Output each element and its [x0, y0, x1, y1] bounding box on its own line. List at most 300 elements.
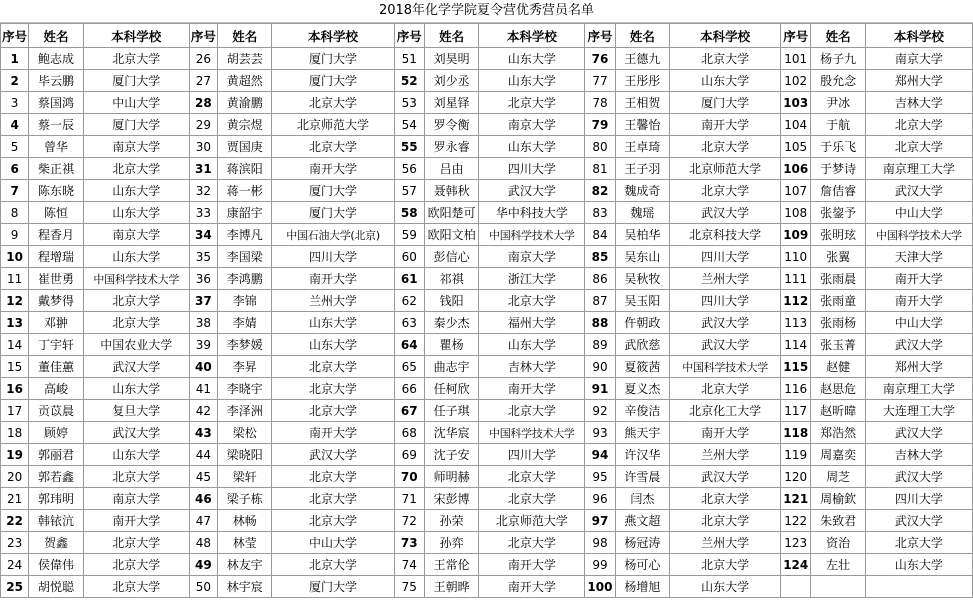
student-name-cell: 胡悦聪 [29, 576, 84, 598]
serial-number-cell: 111 [781, 268, 811, 290]
serial-number-cell: 20 [1, 466, 29, 488]
student-name-cell: 夏义杰 [615, 378, 670, 400]
student-name-cell: 邓翀 [29, 312, 84, 334]
school-cell: 四川大学 [272, 246, 394, 268]
student-name-cell: 高峻 [29, 378, 84, 400]
student-name-cell: 赵健 [811, 356, 866, 378]
student-name-cell: 赵思危 [811, 378, 866, 400]
empty-cell [811, 576, 866, 598]
serial-number-cell: 69 [394, 444, 424, 466]
student-name-cell: 许汉华 [615, 444, 670, 466]
serial-number-cell: 2 [1, 70, 29, 92]
school-cell: 武汉大学 [670, 312, 781, 334]
school-cell: 北京大学 [479, 488, 585, 510]
student-name-cell: 梁松 [217, 422, 272, 444]
school-cell: 北京大学 [272, 356, 394, 378]
sheet-title: 2018年化学学院夏令营优秀营员名单 [0, 0, 973, 23]
school-cell: 山东大学 [479, 48, 585, 70]
school-cell: 浙江大学 [479, 268, 585, 290]
serial-number-cell: 90 [585, 356, 615, 378]
table-row [1, 356, 973, 378]
school-cell: 四川大学 [479, 158, 585, 180]
school-cell: 北京大学 [670, 554, 781, 576]
student-name-cell: 董佳蕙 [29, 356, 84, 378]
school-cell: 北京大学 [479, 466, 585, 488]
serial-number-cell: 33 [189, 202, 217, 224]
empty-cell [781, 576, 811, 598]
school-cell: 北京大学 [272, 554, 394, 576]
student-name-cell: 郭丽君 [29, 444, 84, 466]
student-name-cell: 沈子安 [424, 444, 479, 466]
serial-number-cell: 14 [1, 334, 29, 356]
serial-number-cell: 51 [394, 48, 424, 70]
serial-number-cell: 86 [585, 268, 615, 290]
school-cell: 武汉大学 [83, 356, 189, 378]
school-cell: 北京大学 [670, 378, 781, 400]
school-cell: 南开大学 [272, 422, 394, 444]
serial-number-cell: 59 [394, 224, 424, 246]
student-name-cell: 贡苡晨 [29, 400, 84, 422]
serial-number-cell: 65 [394, 356, 424, 378]
serial-number-cell: 70 [394, 466, 424, 488]
school-cell: 南开大学 [670, 114, 781, 136]
student-name-cell: 沈华宸 [424, 422, 479, 444]
school-cell: 厦门大学 [83, 114, 189, 136]
student-name-cell: 夏筱茜 [615, 356, 670, 378]
serial-number-cell: 73 [394, 532, 424, 554]
school-cell: 南开大学 [479, 378, 585, 400]
school-cell: 中国科学技术大学 [670, 356, 781, 378]
student-name-cell: 刘星铎 [424, 92, 479, 114]
serial-number-cell: 17 [1, 400, 29, 422]
serial-number-cell: 47 [189, 510, 217, 532]
school-cell: 中国科学技术大学 [865, 224, 972, 246]
serial-number-cell: 92 [585, 400, 615, 422]
serial-number-cell: 98 [585, 532, 615, 554]
roster-table [0, 23, 973, 598]
school-cell: 山东大学 [272, 312, 394, 334]
serial-number-cell: 11 [1, 268, 29, 290]
student-name-cell: 孙荣 [424, 510, 479, 532]
student-name-cell: 赵昕暐 [811, 400, 866, 422]
serial-number-cell: 100 [585, 576, 615, 598]
school-cell: 山东大学 [479, 334, 585, 356]
student-name-cell: 刘昊明 [424, 48, 479, 70]
serial-number-cell: 7 [1, 180, 29, 202]
student-name-cell: 罗令衡 [424, 114, 479, 136]
school-cell: 山东大学 [479, 136, 585, 158]
serial-number-cell: 68 [394, 422, 424, 444]
school-cell: 北京师范大学 [670, 158, 781, 180]
serial-number-cell: 122 [781, 510, 811, 532]
student-name-cell: 王子羽 [615, 158, 670, 180]
serial-number-cell: 42 [189, 400, 217, 422]
school-cell: 山东大学 [272, 334, 394, 356]
student-name-cell: 资治 [811, 532, 866, 554]
school-cell: 南京大学 [83, 136, 189, 158]
serial-number-cell: 81 [585, 158, 615, 180]
serial-number-cell: 25 [1, 576, 29, 598]
serial-number-cell: 113 [781, 312, 811, 334]
school-cell: 厦门大学 [83, 70, 189, 92]
school-cell: 武汉大学 [670, 202, 781, 224]
table-row [1, 466, 973, 488]
serial-number-cell: 23 [1, 532, 29, 554]
serial-number-cell: 13 [1, 312, 29, 334]
serial-number-cell: 1 [1, 48, 29, 70]
serial-number-cell: 52 [394, 70, 424, 92]
serial-number-cell: 22 [1, 510, 29, 532]
school-cell: 四川大学 [670, 246, 781, 268]
serial-number-cell: 29 [189, 114, 217, 136]
school-cell: 中国科学技术大学 [479, 422, 585, 444]
school-cell: 厦门大学 [272, 48, 394, 70]
student-name-cell: 顾婷 [29, 422, 84, 444]
student-name-cell: 张雨童 [811, 290, 866, 312]
serial-number-cell: 84 [585, 224, 615, 246]
student-name-cell: 武欣慈 [615, 334, 670, 356]
school-cell: 山东大学 [479, 70, 585, 92]
table-row [1, 114, 973, 136]
student-name-cell: 贾国庚 [217, 136, 272, 158]
serial-number-cell: 40 [189, 356, 217, 378]
school-cell: 北京大学 [272, 92, 394, 114]
student-name-cell: 李泽洲 [217, 400, 272, 422]
student-name-cell: 孙弈 [424, 532, 479, 554]
student-name-cell: 林宇宸 [217, 576, 272, 598]
column-header: 序号 [781, 24, 811, 48]
serial-number-cell: 120 [781, 466, 811, 488]
student-name-cell: 李博凡 [217, 224, 272, 246]
school-cell: 天津大学 [865, 246, 972, 268]
serial-number-cell: 99 [585, 554, 615, 576]
student-name-cell: 朱致君 [811, 510, 866, 532]
serial-number-cell: 67 [394, 400, 424, 422]
school-cell: 山东大学 [865, 554, 972, 576]
student-name-cell: 宋彭博 [424, 488, 479, 510]
student-name-cell: 周芝 [811, 466, 866, 488]
student-name-cell: 辛俊洁 [615, 400, 670, 422]
student-name-cell: 曾华 [29, 136, 84, 158]
student-name-cell: 欧阳文柏 [424, 224, 479, 246]
table-row [1, 70, 973, 92]
school-cell: 北京大学 [272, 400, 394, 422]
serial-number-cell: 8 [1, 202, 29, 224]
school-cell: 郑州大学 [865, 356, 972, 378]
serial-number-cell: 46 [189, 488, 217, 510]
student-name-cell: 吴东山 [615, 246, 670, 268]
student-name-cell: 林莹 [217, 532, 272, 554]
student-name-cell: 张鋆予 [811, 202, 866, 224]
student-name-cell: 张雨杨 [811, 312, 866, 334]
student-name-cell: 黄渝鹏 [217, 92, 272, 114]
school-cell: 厦门大学 [272, 180, 394, 202]
student-name-cell: 王朝晔 [424, 576, 479, 598]
school-cell: 北京大学 [272, 510, 394, 532]
serial-number-cell: 50 [189, 576, 217, 598]
student-name-cell: 师明赫 [424, 466, 479, 488]
table-row [1, 532, 973, 554]
student-name-cell: 欧阳楚可 [424, 202, 479, 224]
student-name-cell: 梁子栋 [217, 488, 272, 510]
serial-number-cell: 41 [189, 378, 217, 400]
school-cell: 北京大学 [670, 488, 781, 510]
school-cell: 复旦大学 [83, 400, 189, 422]
serial-number-cell: 31 [189, 158, 217, 180]
column-header: 序号 [189, 24, 217, 48]
table-row [1, 422, 973, 444]
student-name-cell: 魏瑶 [615, 202, 670, 224]
serial-number-cell: 87 [585, 290, 615, 312]
serial-number-cell: 121 [781, 488, 811, 510]
serial-number-cell: 36 [189, 268, 217, 290]
student-name-cell: 林友宇 [217, 554, 272, 576]
school-cell: 武汉大学 [670, 466, 781, 488]
serial-number-cell: 63 [394, 312, 424, 334]
student-name-cell: 李锦 [217, 290, 272, 312]
roster-body [1, 24, 973, 598]
serial-number-cell: 54 [394, 114, 424, 136]
serial-number-cell: 77 [585, 70, 615, 92]
serial-number-cell: 72 [394, 510, 424, 532]
school-cell: 武汉大学 [83, 422, 189, 444]
student-name-cell: 李鸿鹏 [217, 268, 272, 290]
serial-number-cell: 124 [781, 554, 811, 576]
school-cell: 北京大学 [479, 532, 585, 554]
student-name-cell: 吴柏华 [615, 224, 670, 246]
student-name-cell: 丁宇轩 [29, 334, 84, 356]
serial-number-cell: 112 [781, 290, 811, 312]
school-cell: 山东大学 [670, 70, 781, 92]
school-cell: 北京大学 [83, 48, 189, 70]
student-name-cell: 黄宗煜 [217, 114, 272, 136]
student-name-cell: 杨子九 [811, 48, 866, 70]
student-name-cell: 尹冰 [811, 92, 866, 114]
serial-number-cell: 103 [781, 92, 811, 114]
serial-number-cell: 61 [394, 268, 424, 290]
serial-number-cell: 3 [1, 92, 29, 114]
school-cell: 厦门大学 [272, 202, 394, 224]
serial-number-cell: 117 [781, 400, 811, 422]
serial-number-cell: 95 [585, 466, 615, 488]
serial-number-cell: 30 [189, 136, 217, 158]
serial-number-cell: 76 [585, 48, 615, 70]
school-cell: 中山大学 [272, 532, 394, 554]
school-cell: 南京理工大学 [865, 158, 972, 180]
serial-number-cell: 15 [1, 356, 29, 378]
student-name-cell: 李晓宇 [217, 378, 272, 400]
table-row [1, 312, 973, 334]
student-name-cell: 罗永睿 [424, 136, 479, 158]
school-cell: 福州大学 [479, 312, 585, 334]
serial-number-cell: 32 [189, 180, 217, 202]
student-name-cell: 王彤彤 [615, 70, 670, 92]
school-cell: 大连理工大学 [865, 400, 972, 422]
student-name-cell: 郭若鑫 [29, 466, 84, 488]
school-cell: 北京大学 [865, 532, 972, 554]
column-header: 姓名 [217, 24, 272, 48]
serial-number-cell: 9 [1, 224, 29, 246]
school-cell: 山东大学 [670, 576, 781, 598]
serial-number-cell: 96 [585, 488, 615, 510]
school-cell: 南开大学 [865, 290, 972, 312]
serial-number-cell: 97 [585, 510, 615, 532]
school-cell: 南京大学 [479, 246, 585, 268]
student-name-cell: 熊天宇 [615, 422, 670, 444]
serial-number-cell: 114 [781, 334, 811, 356]
serial-number-cell: 55 [394, 136, 424, 158]
school-cell: 厦门大学 [670, 92, 781, 114]
student-name-cell: 侯偉伟 [29, 554, 84, 576]
school-cell: 北京大学 [272, 378, 394, 400]
student-name-cell: 陈东晓 [29, 180, 84, 202]
school-cell: 北京大学 [83, 312, 189, 334]
serial-number-cell: 91 [585, 378, 615, 400]
student-name-cell: 许雪晨 [615, 466, 670, 488]
table-row [1, 246, 973, 268]
serial-number-cell: 94 [585, 444, 615, 466]
school-cell: 北京大学 [83, 576, 189, 598]
column-header: 姓名 [811, 24, 866, 48]
school-cell: 北京师范大学 [479, 510, 585, 532]
table-row [1, 488, 973, 510]
school-cell: 北京大学 [83, 532, 189, 554]
student-name-cell: 任柯欣 [424, 378, 479, 400]
school-cell: 南京大学 [865, 48, 972, 70]
serial-number-cell: 27 [189, 70, 217, 92]
school-cell: 华中科技大学 [479, 202, 585, 224]
table-row [1, 268, 973, 290]
school-cell: 山东大学 [83, 202, 189, 224]
student-name-cell: 黄超然 [217, 70, 272, 92]
school-cell: 四川大学 [865, 488, 972, 510]
table-row [1, 202, 973, 224]
student-name-cell: 戴梦得 [29, 290, 84, 312]
school-cell: 吉林大学 [479, 356, 585, 378]
serial-number-cell: 26 [189, 48, 217, 70]
school-cell: 南开大学 [479, 554, 585, 576]
student-name-cell: 杨增旭 [615, 576, 670, 598]
table-row [1, 290, 973, 312]
student-name-cell: 贺鑫 [29, 532, 84, 554]
column-header: 序号 [585, 24, 615, 48]
school-cell: 武汉大学 [865, 466, 972, 488]
school-cell: 四川大学 [670, 290, 781, 312]
student-name-cell: 仵朝政 [615, 312, 670, 334]
column-header: 本科学校 [272, 24, 394, 48]
student-name-cell: 彭信心 [424, 246, 479, 268]
serial-number-cell: 83 [585, 202, 615, 224]
serial-number-cell: 5 [1, 136, 29, 158]
student-name-cell: 祁祺 [424, 268, 479, 290]
table-row [1, 400, 973, 422]
serial-number-cell: 6 [1, 158, 29, 180]
serial-number-cell: 66 [394, 378, 424, 400]
table-row [1, 444, 973, 466]
serial-number-cell: 60 [394, 246, 424, 268]
serial-number-cell: 10 [1, 246, 29, 268]
serial-number-cell: 45 [189, 466, 217, 488]
school-cell: 兰州大学 [670, 532, 781, 554]
school-cell: 南开大学 [83, 510, 189, 532]
student-name-cell: 于梦诗 [811, 158, 866, 180]
serial-number-cell: 12 [1, 290, 29, 312]
student-name-cell: 程香月 [29, 224, 84, 246]
serial-number-cell: 106 [781, 158, 811, 180]
serial-number-cell: 78 [585, 92, 615, 114]
student-name-cell: 梁轩 [217, 466, 272, 488]
student-name-cell: 瞿杨 [424, 334, 479, 356]
student-name-cell: 张明玹 [811, 224, 866, 246]
serial-number-cell: 58 [394, 202, 424, 224]
serial-number-cell: 43 [189, 422, 217, 444]
serial-number-cell: 109 [781, 224, 811, 246]
school-cell: 厦门大学 [272, 70, 394, 92]
table-row [1, 158, 973, 180]
school-cell: 武汉大学 [865, 334, 972, 356]
table-row [1, 224, 973, 246]
school-cell: 南京大学 [83, 224, 189, 246]
student-name-cell: 张雨晨 [811, 268, 866, 290]
student-name-cell: 张玉菁 [811, 334, 866, 356]
student-name-cell: 周嘉奕 [811, 444, 866, 466]
student-name-cell: 闫杰 [615, 488, 670, 510]
student-name-cell: 詹佶睿 [811, 180, 866, 202]
school-cell: 中国农业大学 [83, 334, 189, 356]
school-cell: 北京大学 [670, 180, 781, 202]
serial-number-cell: 89 [585, 334, 615, 356]
student-name-cell: 康韶宇 [217, 202, 272, 224]
school-cell: 兰州大学 [272, 290, 394, 312]
school-cell: 兰州大学 [670, 444, 781, 466]
serial-number-cell: 101 [781, 48, 811, 70]
serial-number-cell: 93 [585, 422, 615, 444]
school-cell: 北京科技大学 [670, 224, 781, 246]
serial-number-cell: 85 [585, 246, 615, 268]
student-name-cell: 梁晓阳 [217, 444, 272, 466]
column-header: 姓名 [615, 24, 670, 48]
serial-number-cell: 118 [781, 422, 811, 444]
serial-number-cell: 104 [781, 114, 811, 136]
student-name-cell: 李昇 [217, 356, 272, 378]
school-cell: 武汉大学 [865, 422, 972, 444]
serial-number-cell: 18 [1, 422, 29, 444]
serial-number-cell: 107 [781, 180, 811, 202]
student-name-cell: 杨可心 [615, 554, 670, 576]
student-name-cell: 钱阳 [424, 290, 479, 312]
table-row [1, 48, 973, 70]
student-name-cell: 周榆欽 [811, 488, 866, 510]
student-name-cell: 于乐飞 [811, 136, 866, 158]
serial-number-cell: 49 [189, 554, 217, 576]
school-cell: 北京大学 [865, 114, 972, 136]
school-cell: 北京大学 [865, 136, 972, 158]
student-name-cell: 魏成奇 [615, 180, 670, 202]
school-cell: 武汉大学 [272, 444, 394, 466]
serial-number-cell: 62 [394, 290, 424, 312]
student-name-cell: 于航 [811, 114, 866, 136]
student-name-cell: 燕文超 [615, 510, 670, 532]
serial-number-cell: 53 [394, 92, 424, 114]
serial-number-cell: 4 [1, 114, 29, 136]
column-header: 姓名 [424, 24, 479, 48]
serial-number-cell: 119 [781, 444, 811, 466]
serial-number-cell: 16 [1, 378, 29, 400]
table-row [1, 554, 973, 576]
table-row [1, 136, 973, 158]
serial-number-cell: 34 [189, 224, 217, 246]
serial-number-cell: 88 [585, 312, 615, 334]
